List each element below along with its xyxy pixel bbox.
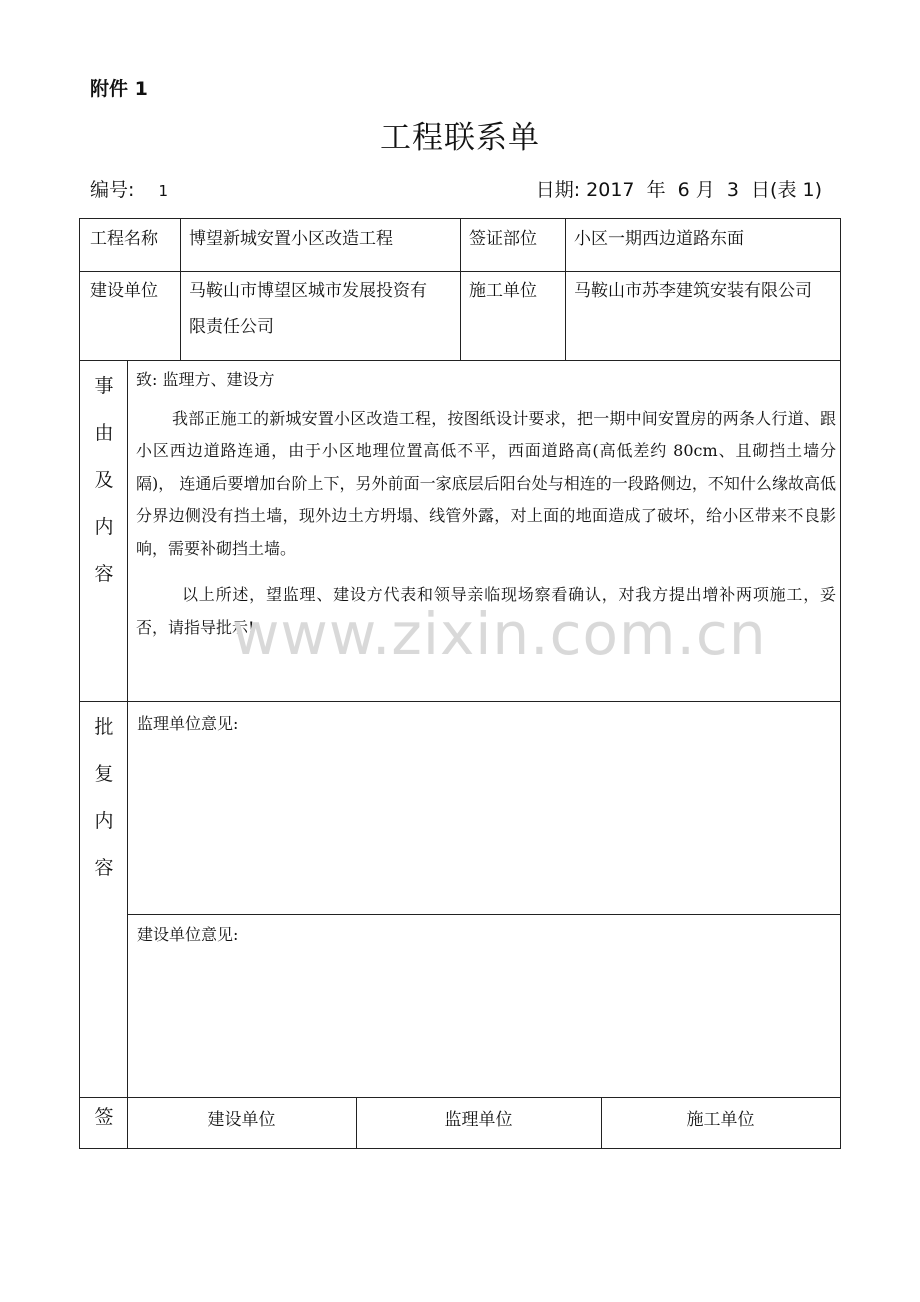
owner-label: 建设单位 [90, 281, 158, 301]
signature-contractor: 施工单位 [686, 1110, 755, 1130]
reason-label-char: 由 [94, 422, 114, 444]
owner-value-line2: 限责任公司 [189, 317, 274, 337]
reason-label-char: 及 [94, 469, 114, 491]
reason-label-char: 内 [94, 516, 114, 538]
contractor-value: 马鞍山市苏李建筑安装有限公司 [574, 281, 812, 301]
signature-supervisor: 监理单位 [444, 1110, 513, 1130]
project-name-label: 工程名称 [90, 229, 158, 249]
attachment-label: 附件 1 [90, 78, 148, 100]
visa-location-label: 签证部位 [469, 229, 537, 249]
contact-form-table [79, 218, 841, 1149]
approval-label [80, 704, 128, 892]
reason-recipient: 致: 监理方、建设方 [136, 370, 275, 389]
col-divider [460, 219, 461, 360]
approval-label-char: 容 [94, 857, 114, 879]
col-divider [565, 219, 566, 360]
row-divider [80, 1097, 840, 1098]
supervisor-opinion-label: 监理单位意见: [137, 714, 239, 733]
row-divider [127, 914, 840, 915]
serial-number [90, 175, 168, 202]
project-name-value: 博望新城安置小区改造工程 [189, 229, 393, 249]
reason-label-char: 事 [94, 375, 114, 397]
reason-label [80, 363, 128, 598]
watermark: www.zixin.com.cn [232, 600, 767, 668]
visa-location-value: 小区一期西边道路东面 [574, 229, 744, 249]
reason-label-char: 容 [94, 563, 114, 585]
reason-paragraph-2: 以上所述，望监理、建设方代表和领导亲临现场察看确认，对我方提出增补两项施工，妥否，请指导批示! [136, 585, 836, 637]
row-divider [80, 360, 840, 361]
reason-paragraph-1: 我部正施工的新城安置小区改造工程，按图纸设计要求，把一期中间安置房的两条人行道、跟小区西边道路连通，由于小区地理位置高低不平，西面道路高(高低差约 80cm、且砌挡土墙分隔)， 连通后要增加台阶上下，另外前面一家底层后阳台处与相连的一段路侧边，不知什么缘故高低分界边侧没有挡土墙，现外边土方坍塌、线管外露，对上面的地面造成了破坏，给小区带来不良影响，需要补砌挡土墙。 [136, 408, 836, 558]
contractor-label: 施工单位 [469, 281, 537, 301]
col-divider [180, 219, 181, 360]
row-divider [80, 701, 840, 702]
serial-value: 1 [158, 182, 168, 200]
signature-label: 签 [94, 1106, 114, 1128]
owner-value-line1: 马鞍山市博望区城市发展投资有 [189, 281, 427, 301]
form-title: 工程联系单 [380, 120, 540, 156]
owner-opinion-label: 建设单位意见: [137, 925, 239, 944]
approval-label-char: 复 [94, 763, 114, 785]
signature-owner: 建设单位 [207, 1110, 276, 1130]
approval-label-char: 内 [94, 810, 114, 832]
form-date: 日期: 2017 年 6 月 3 日(表 1) [535, 179, 822, 201]
serial-label: 编号: [90, 179, 135, 201]
approval-label-char: 批 [94, 716, 114, 738]
